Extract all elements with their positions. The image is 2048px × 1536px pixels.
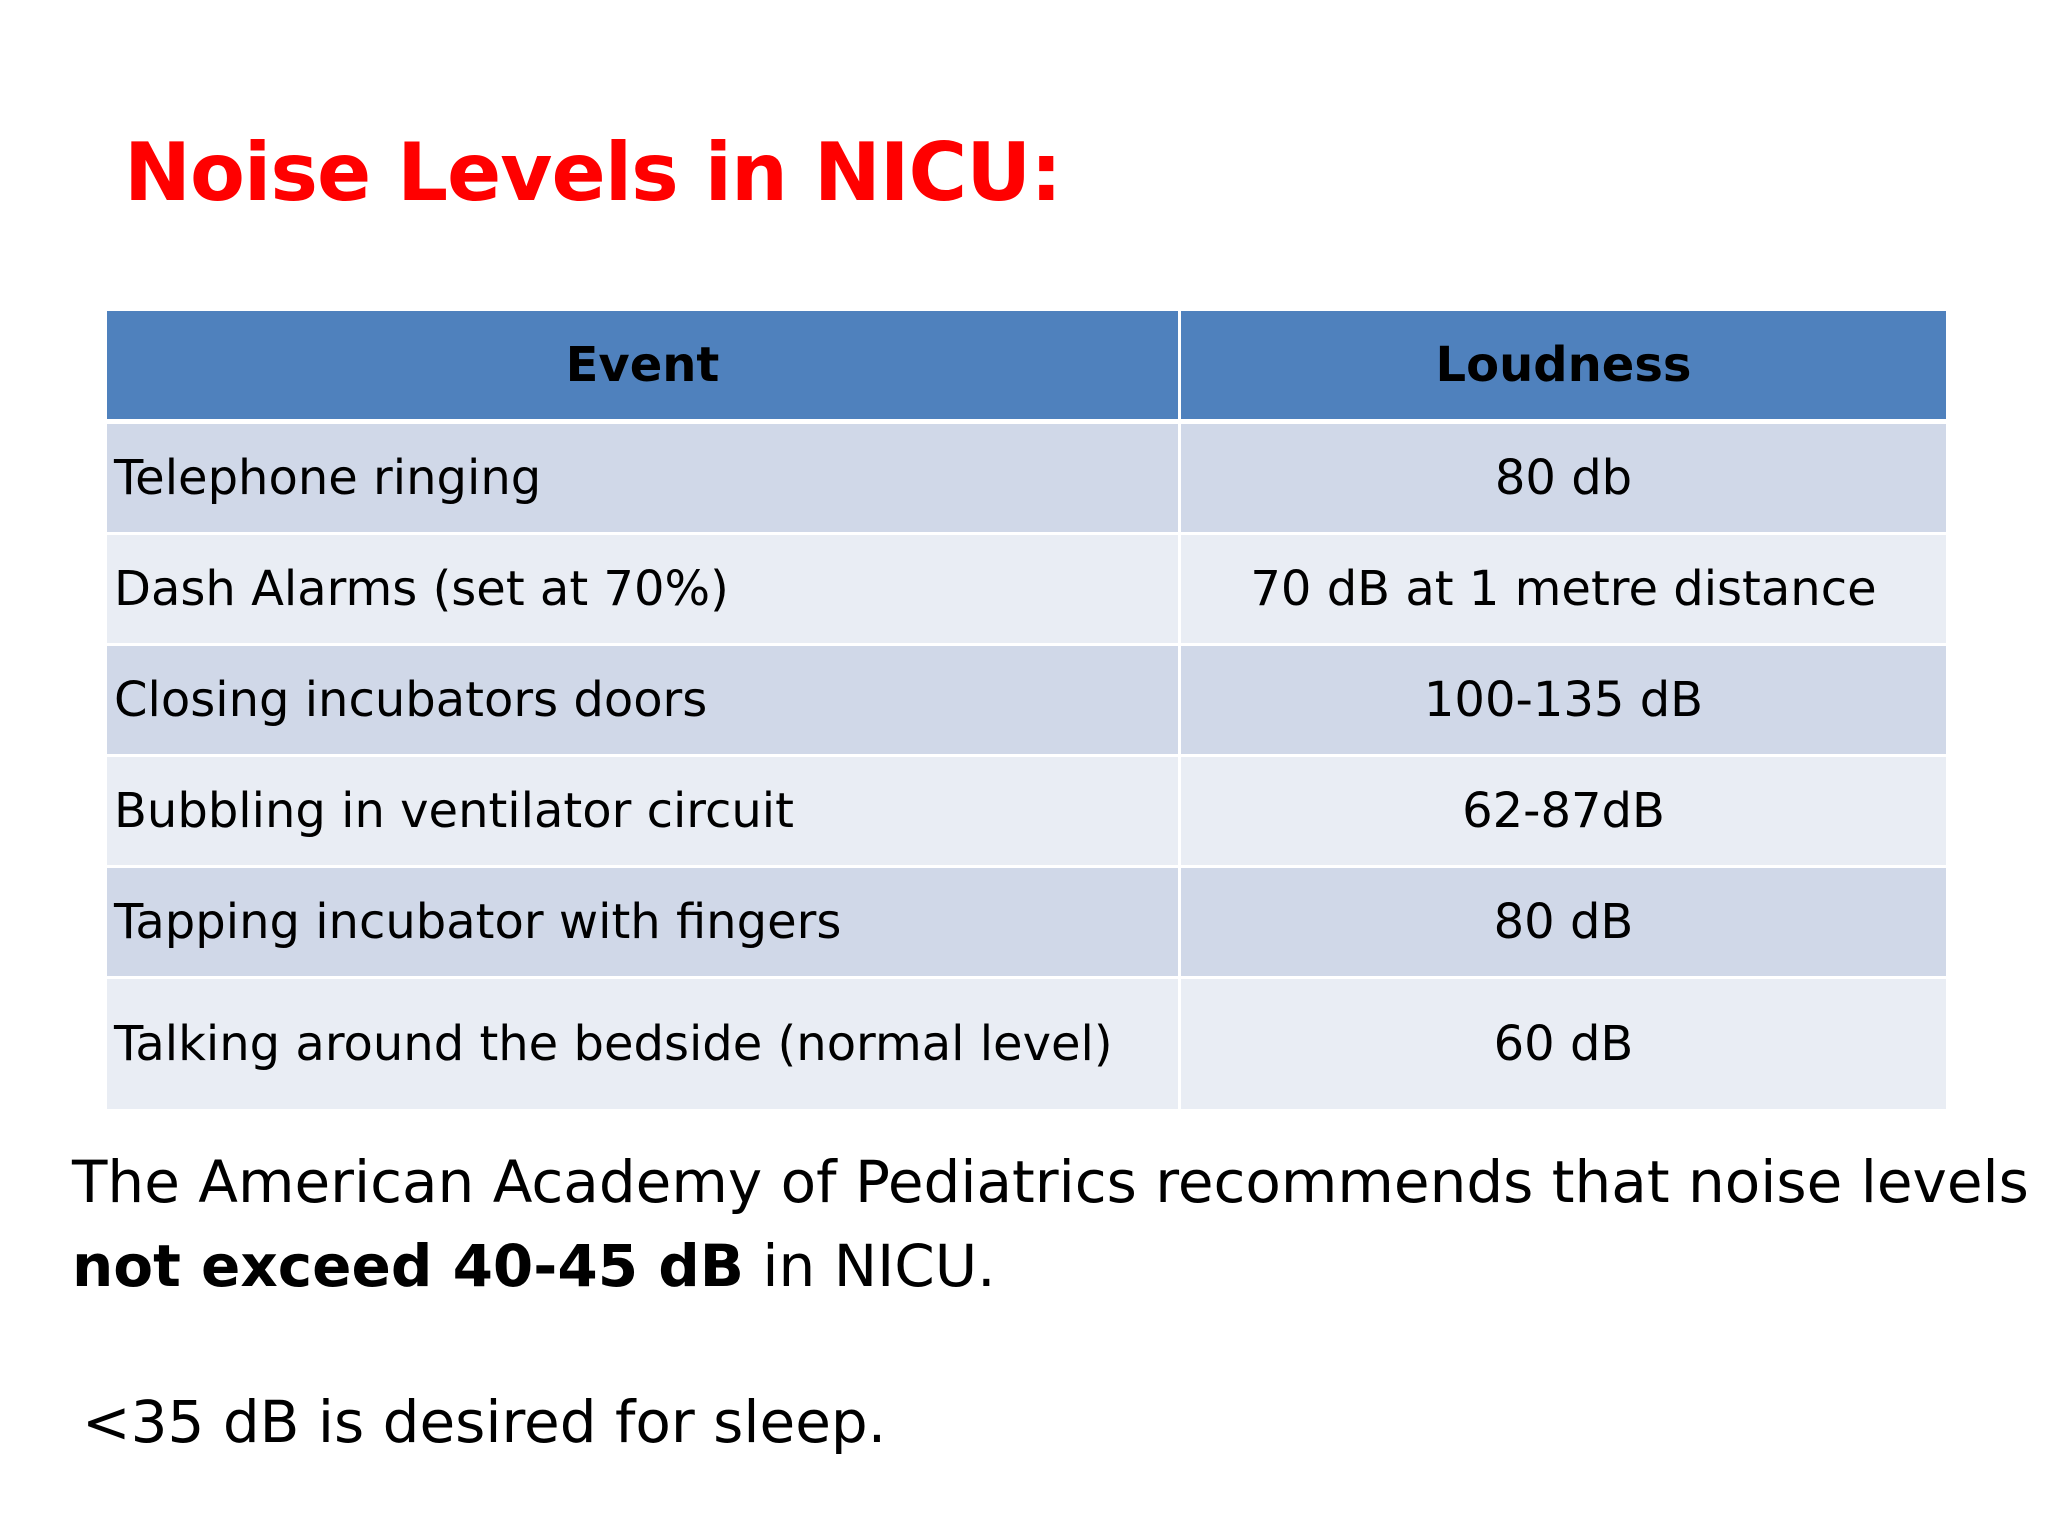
table-row [106,978,1948,1111]
event-cell: Tapping incubator with fingers [106,867,1180,978]
header-event: Event [106,310,1180,422]
sleep-note: <35 dB is desired for sleep. [82,1388,887,1456]
event-cell: Closing incubators doors [106,645,1180,756]
loudness-cell: 100-135 dB [1180,645,1948,756]
loudness-cell: 60 dB [1180,978,1948,1111]
table-row [106,645,1948,756]
recommendation-emphasis: not exceed 40-45 dB [72,1232,744,1300]
recommendation-line-2 [72,1224,2032,1308]
table-header-row [106,310,1948,422]
recommendation-tail: in NICU. [743,1232,996,1300]
loudness-cell: 80 db [1180,422,1948,534]
table-row [106,534,1948,645]
aap-recommendation [72,1140,2032,1308]
event-cell: Dash Alarms (set at 70%) [106,534,1180,645]
recommendation-line-1: The American Academy of Pediatrics recommends that noise levels [72,1148,2029,1216]
table-row [106,422,1948,534]
slide-title: Noise Levels in NICU: [124,126,1062,219]
loudness-cell: 62-87dB [1180,756,1948,867]
loudness-cell: 70 dB at 1 metre distance [1180,534,1948,645]
loudness-cell: 80 dB [1180,867,1948,978]
noise-levels-table [104,308,1949,1112]
event-cell: Talking around the bedside (normal level) [106,978,1180,1111]
event-cell: Bubbling in ventilator circuit [106,756,1180,867]
event-cell: Telephone ringing [106,422,1180,534]
table-row [106,756,1948,867]
table-row [106,867,1948,978]
header-loudness: Loudness [1180,310,1948,422]
